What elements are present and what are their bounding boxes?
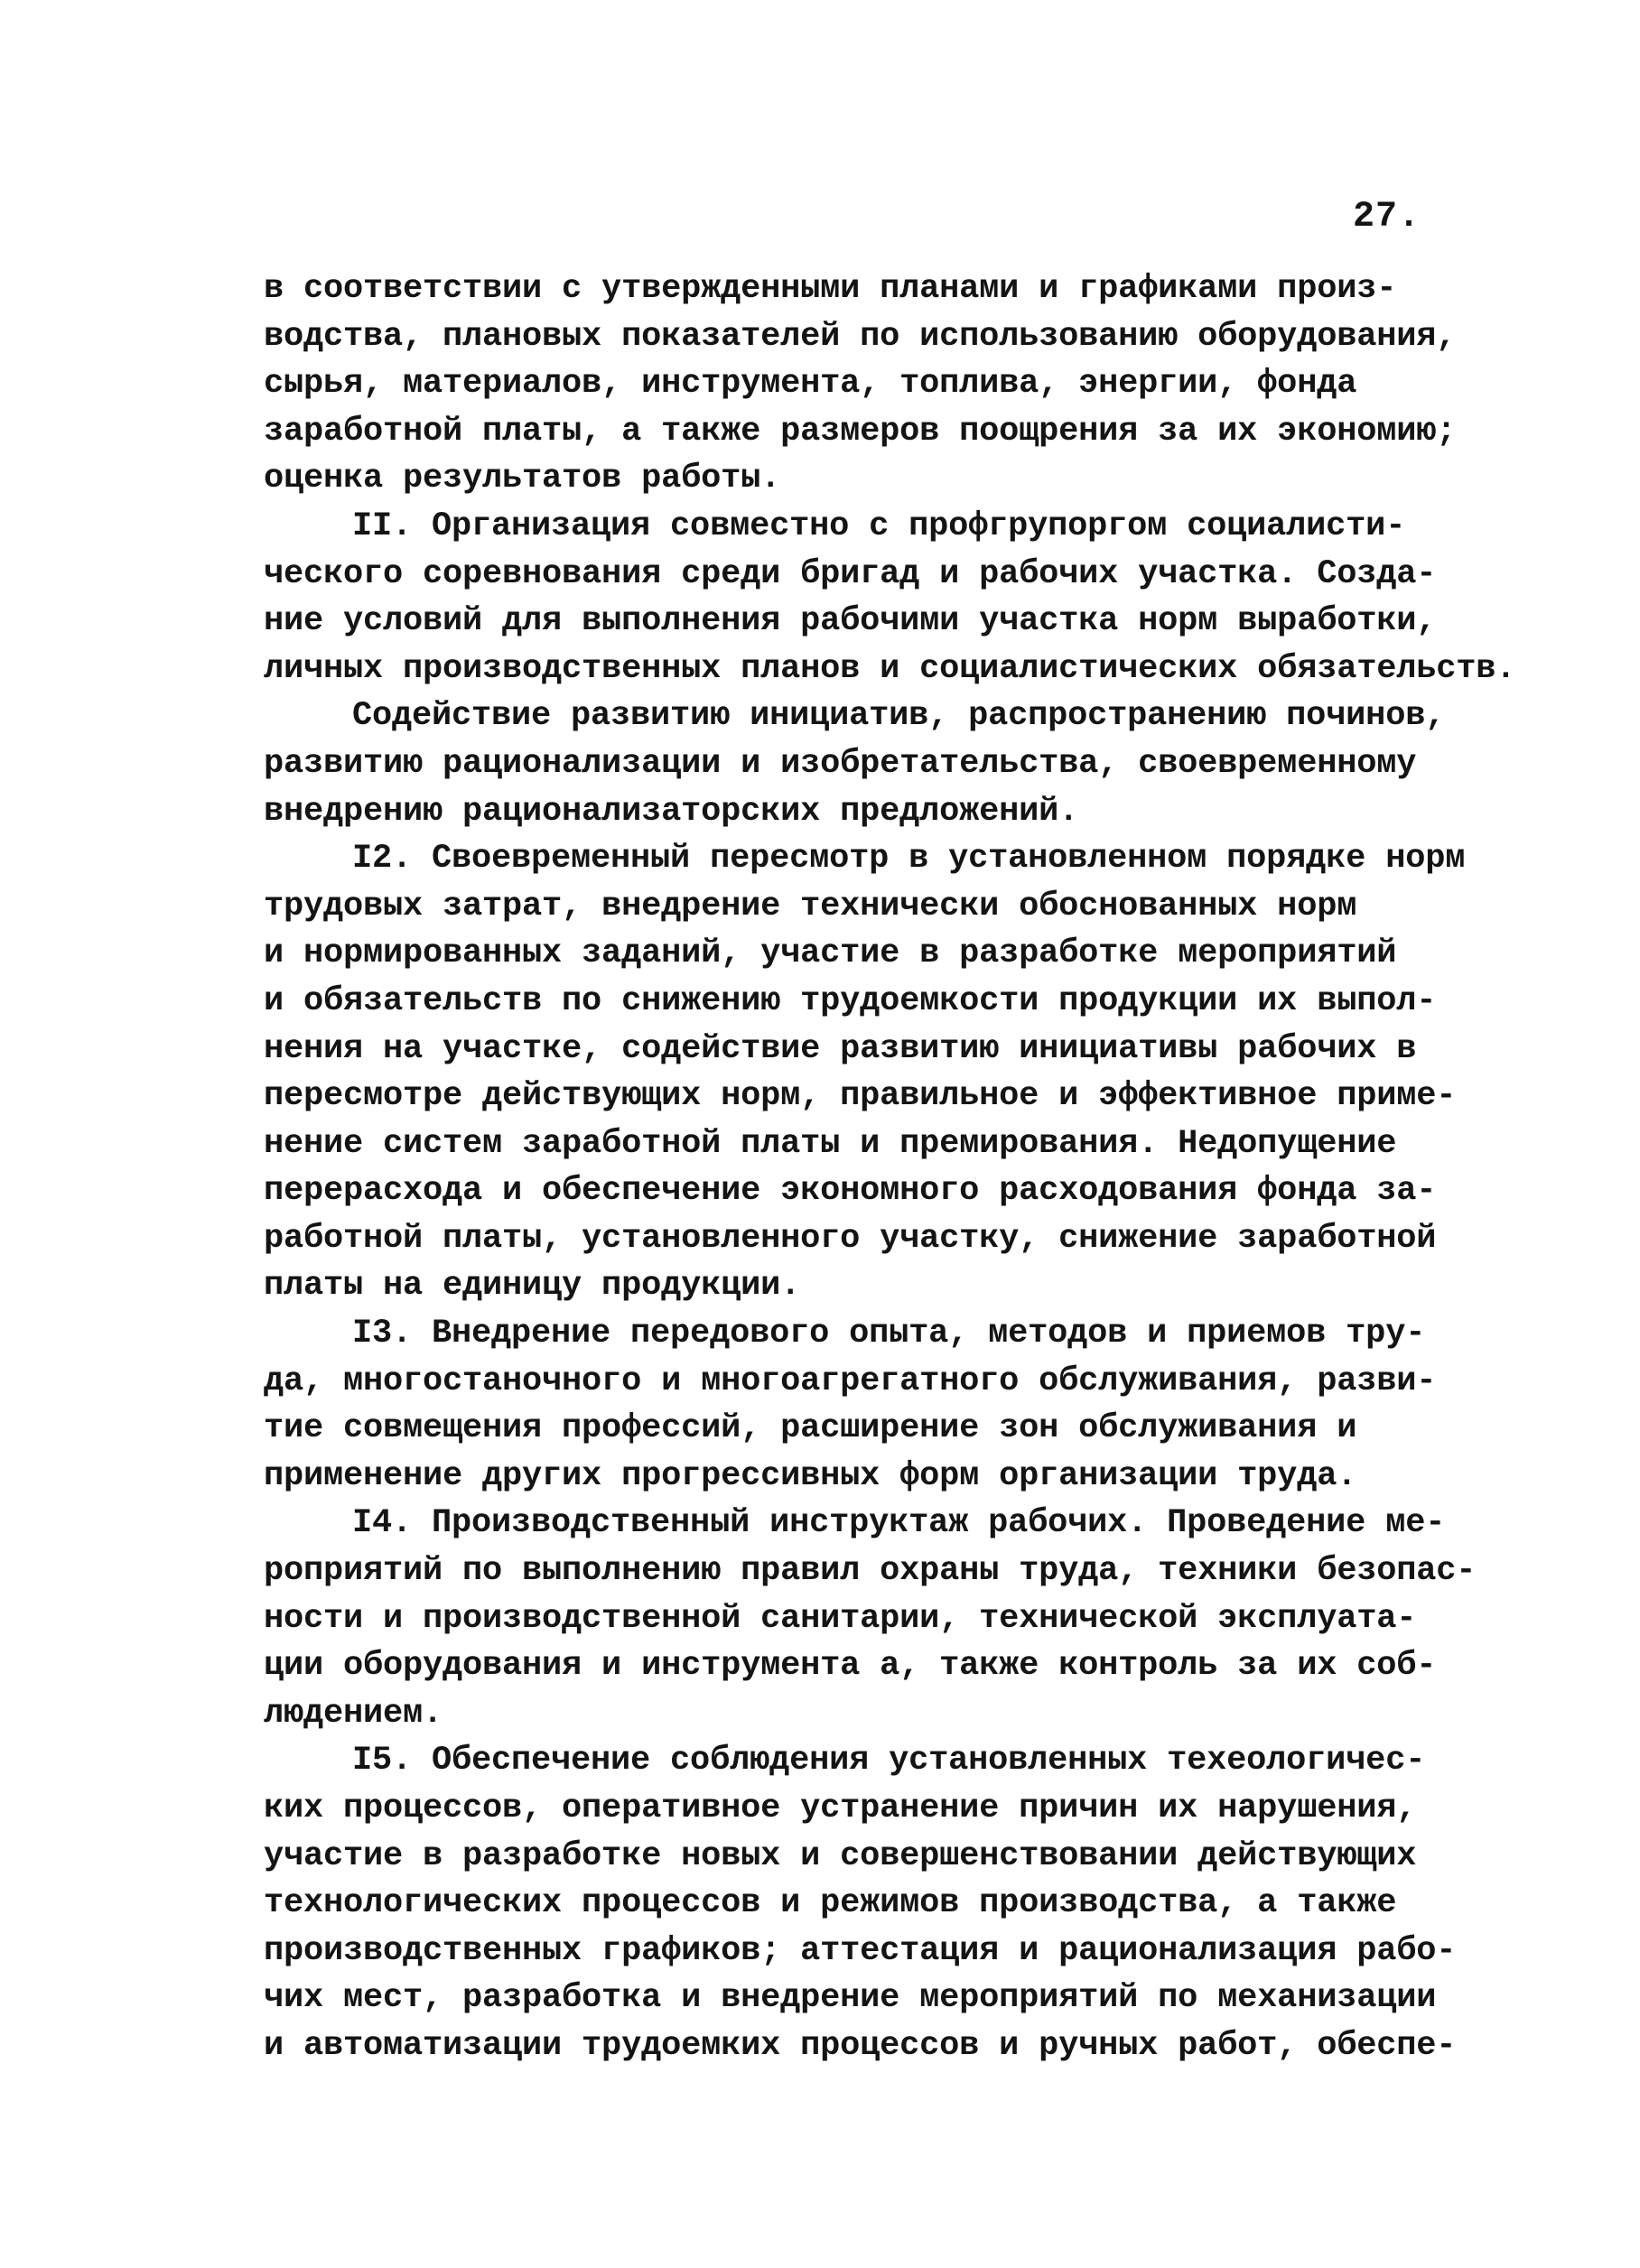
text-line: трудовых затрат, внедрение технически обоснованных норм	[264, 887, 1357, 925]
text-line: в соответствии с утвержденными планами и графиками произ-	[264, 270, 1397, 308]
page-number: 27.	[1353, 197, 1421, 237]
text-line: внедрению рационализаторских предложений.	[264, 792, 1079, 831]
text-line: работной платы, установленного участку, снижение заработной	[264, 1219, 1437, 1258]
text-line: ческого соревнования среди бригад и рабочих участка. Созда-	[264, 554, 1437, 593]
text-line: технологических процессов и режимов производства, а также	[264, 1884, 1397, 1923]
text-line: водства, плановых показателей по использованию оборудования,	[264, 317, 1457, 356]
text-line: роприятий по выполнению правил охраны труда, техники безопас-	[264, 1552, 1477, 1591]
text-line: развитию рационализации и изобретательства, своевременному	[264, 744, 1417, 783]
text-line: ние условий для выполнения рабочими участка норм выработки,	[264, 602, 1437, 641]
text-line: сырья, материалов, инструмента, топлива, энергии, фонда	[264, 365, 1357, 404]
text-line: да, многостаночного и многоагрегатного обслуживания, разви-	[264, 1362, 1437, 1400]
text-line: нения на участке, содействие развитию инициативы рабочих в	[264, 1029, 1417, 1068]
text-line: платы на единицу продукции.	[264, 1267, 801, 1306]
text-line: ции оборудования и инструмента а, также контроль за их соб-	[264, 1647, 1437, 1686]
text-line: нение систем заработной платы и премирования. Недопущение	[264, 1124, 1397, 1163]
text-line: Содействие развитию инициатив, распространению починов,	[352, 697, 1446, 736]
text-line: производственных графиков; аттестация и рационализация рабо-	[264, 1931, 1457, 1970]
text-line: II. Организация совместно с профгрупоргом социалисти-	[352, 507, 1406, 545]
text-line: чих мест, разработка и внедрение мероприятий по механизации	[264, 1979, 1437, 2018]
text-line: I2. Своевременный пересмотр в установленном порядке норм	[352, 840, 1466, 878]
text-line: I3. Внедрение передового опыта, методов и приемов тру-	[352, 1315, 1426, 1353]
text-line: ких процессов, оперативное устранение причин их нарушения,	[264, 1789, 1417, 1827]
text-line: I5. Обеспечение соблюдения установленных техеологичес-	[352, 1742, 1426, 1780]
text-line: перерасхода и обеспечение экономного расходования фонда за-	[264, 1172, 1437, 1211]
text-line: участие в разработке новых и совершенствовании действующих	[264, 1836, 1417, 1875]
text-line: I4. Производственный инструктаж рабочих. Проведение ме-	[352, 1504, 1446, 1543]
body-text	[264, 265, 1516, 2070]
text-line: и обязательств по снижению трудоемкости продукции их выпол-	[264, 981, 1437, 1020]
text-line: и нормированных заданий, участие в разработке мероприятий	[264, 934, 1397, 973]
text-line: заработной платы, а также размеров поощрения за их экономию;	[264, 412, 1457, 451]
text-line: оценка результатов работы.	[264, 460, 781, 498]
text-line: применение других прогрессивных форм организации труда.	[264, 1456, 1357, 1495]
text-line: ности и производственной санитарии, технической эксплуата-	[264, 1599, 1417, 1638]
text-line: людением.	[264, 1694, 443, 1733]
text-line: личных производственных планов и социалистических обязательств.	[264, 649, 1516, 688]
text-line: пересмотре действующих норм, правильное и эффективное приме-	[264, 1077, 1457, 1116]
text-line: тие совмещения профессий, расширение зон обслуживания и	[264, 1409, 1357, 1448]
text-line: и автоматизации трудоемких процессов и ручных работ, обеспе-	[264, 2026, 1457, 2065]
